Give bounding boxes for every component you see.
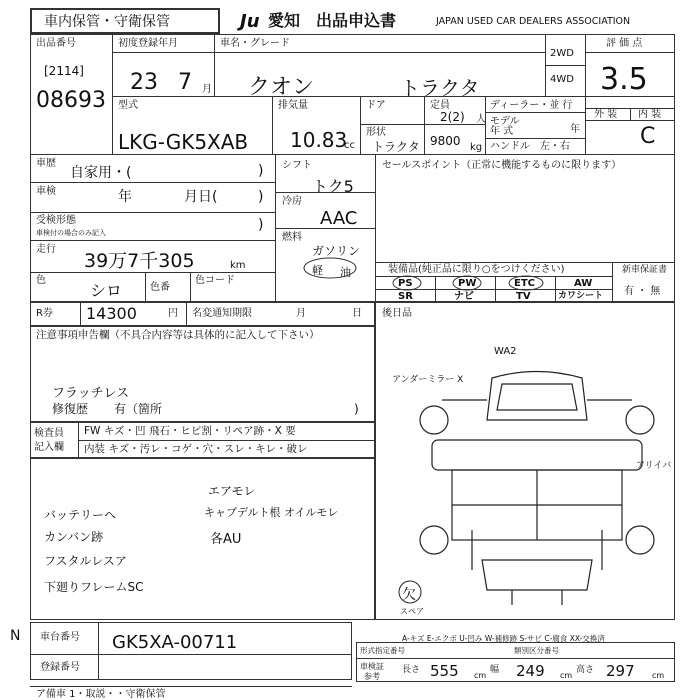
mileage-value: 39万7千305	[84, 250, 195, 272]
inspection-year: 年	[118, 189, 132, 205]
model-year-unit: 年	[570, 124, 580, 135]
mileage-unit: km	[230, 260, 246, 271]
fuel-circle-icon	[300, 256, 360, 280]
history-value: 自家用・(	[70, 165, 132, 181]
reg-year-suffix: 7	[178, 70, 192, 95]
cert-label-2: 類別区分番号	[514, 646, 559, 655]
remark-7: 下廻りフレームSC	[44, 580, 144, 594]
lot-label: 出品番号	[36, 38, 76, 49]
car-grade-value: トラクタ	[400, 76, 480, 100]
notes-line-1: フラッチレス	[52, 386, 130, 401]
ju-logo	[240, 11, 260, 32]
ac-label: 冷房	[282, 196, 302, 207]
equip-navi: ナビ	[454, 291, 474, 302]
handle-label: ハンドル	[490, 141, 530, 152]
door-label: ドア	[366, 100, 386, 111]
remark-2: バッテリーヘ	[44, 508, 117, 522]
color-value: シロ	[90, 281, 123, 300]
damage-legend: A-キズ E-エクボ U-凹み W-補修跡 S-サビ C-腐食 XX-交換済	[402, 634, 605, 643]
truck-diagram	[412, 360, 662, 610]
equip-aw: AW	[574, 278, 593, 289]
shape-value: トラクタ	[372, 140, 420, 154]
after-label: 後日品	[382, 308, 412, 319]
capacity-value: 2(2)	[440, 110, 465, 124]
height-value: 297	[606, 662, 635, 680]
reg-year: 23	[130, 70, 158, 95]
inspector-label-1: 検査員	[34, 428, 64, 439]
equip-ps-circle-icon	[392, 275, 422, 291]
handle-value: 左・右	[540, 141, 570, 152]
equip-pw: PW	[458, 278, 477, 289]
diagram-right-note: アリイバ	[636, 461, 672, 471]
equip-etc-circle-icon	[508, 275, 544, 291]
accept-note: 車検付の場合のみ記入	[36, 229, 106, 237]
car-name-label: 車名・グレード	[220, 38, 290, 49]
notes-line-2b: 有（箇所	[114, 402, 163, 416]
remark-5: 各AU	[210, 532, 242, 547]
equipment-label: 装備品(純正品に限り○をつけください)	[388, 264, 565, 275]
reg-month-unit: 月	[202, 84, 212, 95]
diagram-left-note: アンダーミラー X	[392, 375, 464, 385]
equip-tv: TV	[516, 291, 531, 302]
lot-number: 08693	[36, 88, 106, 113]
equip-sr: SR	[398, 291, 413, 302]
diagram-top-note: WA2	[494, 346, 517, 357]
displacement-value: 10.83	[290, 128, 348, 152]
remark-1: エアモレ	[208, 484, 256, 498]
ac-value: AAC	[320, 208, 358, 229]
rating-ext-label: 外 装	[594, 109, 618, 120]
dealer-label: ディーラー・並 行	[490, 100, 573, 111]
capacity-label: 定員	[430, 100, 450, 111]
remark-6: フスタルレスア	[44, 554, 127, 568]
model-year-label-1: モデル	[490, 116, 520, 127]
shape-label: 形状	[366, 127, 386, 138]
drive-2wd: 2WD	[550, 48, 574, 59]
length-value: 555	[430, 662, 459, 680]
header-association: JAPAN USED CAR DEALERS ASSOCIATION	[436, 16, 631, 27]
remark-4: カンバン跡	[44, 530, 104, 544]
height-label: 高さ	[576, 665, 595, 675]
spare-mark: 欠	[402, 587, 416, 603]
inspector-row-1: FW キズ・凹 飛石・ヒビ割・リペア跡・X 要	[84, 425, 296, 437]
inspector-label-2: 記入欄	[34, 442, 64, 453]
equip-ps: PS	[398, 278, 413, 289]
displacement-unit: cc	[344, 140, 355, 151]
price-label: R券	[36, 308, 53, 319]
history-label: 車歴	[36, 158, 56, 169]
fuel-light: 軽	[312, 264, 323, 277]
notice-day: 日	[352, 308, 362, 319]
height-unit: cm	[652, 671, 665, 680]
size-label-2: 参考	[364, 672, 380, 681]
rating-int-label: 内 装	[638, 109, 662, 120]
new-warranty-value: 有 ・ 無	[624, 286, 661, 297]
price-unit: 円	[168, 308, 178, 319]
equip-pw-circle-icon	[452, 275, 482, 291]
chassis-value: GK5XA-00711	[112, 632, 238, 653]
color-code-label: 色コード	[195, 275, 235, 286]
color-no-label: 色番	[150, 282, 170, 293]
width-unit: cm	[560, 671, 573, 680]
spare-circle-icon	[397, 580, 423, 604]
history-close: )	[258, 163, 264, 179]
inspection-month: 月日(	[184, 189, 218, 205]
price-value: 14300	[86, 304, 137, 323]
fuel-gas: ガソリン	[312, 244, 361, 258]
width-value: 249	[516, 662, 545, 680]
header-form-title: 出品申込書	[316, 11, 397, 30]
size-label-1: 車検証	[360, 662, 384, 671]
header-storage-box	[30, 8, 220, 34]
fuel-label: 燃料	[282, 232, 302, 243]
header-storage-title: 車内保管・守衛保管	[44, 14, 170, 30]
notice-label: 名変通知期限	[192, 308, 252, 319]
inspection-close: )	[258, 189, 264, 205]
model-label: 型式	[118, 100, 138, 111]
notes-line-2c: )	[354, 402, 359, 416]
displacement-label: 排気量	[278, 100, 308, 111]
reg-number-label: 登録番号	[40, 662, 80, 673]
rating-score: 3.5	[600, 62, 648, 97]
chassis-label: 車台番号	[40, 632, 80, 643]
model-value: LKG-GK5XAB	[118, 130, 249, 154]
remark-3: キャブデルト根 オイルモレ	[204, 506, 339, 519]
notes-label: 注意事項申告欄（不具合内容等は具体的に記入して下さい）	[36, 329, 320, 341]
header-place: 愛知	[268, 11, 301, 30]
length-label: 長さ	[402, 665, 421, 675]
inspection-label: 車検	[36, 186, 56, 197]
fuel-oil: 油	[340, 266, 351, 279]
ju-logo-mark: Ju	[240, 11, 260, 32]
sales-point-label: セールスポイント（正常に機能するものに限ります）	[382, 160, 622, 171]
length-unit: cm	[474, 671, 487, 680]
rating-ext-value: C	[640, 124, 656, 149]
shift-value: トク5	[312, 177, 354, 196]
color-label: 色	[36, 275, 46, 286]
weight-value: 9800	[430, 134, 461, 148]
width-label: 幅	[490, 665, 500, 675]
mileage-label: 走行	[36, 244, 56, 255]
notes-line-2a: 修復歴	[52, 402, 89, 416]
lot-small: [2114]	[44, 64, 84, 78]
weight-unit: kg	[470, 142, 483, 153]
accept-close: )	[258, 217, 264, 233]
model-year-label-2: 年 式	[490, 126, 514, 137]
footer-text: ア備車 1・取説・・守衛保管	[36, 689, 166, 700]
cert-label-1: 形式指定番号	[360, 646, 405, 655]
accept-label: 受検形態	[36, 215, 76, 226]
chassis-n-mark: N	[10, 628, 21, 644]
car-name-value: クオン	[248, 75, 315, 100]
capacity-unit: 人	[476, 114, 486, 125]
spare-label: スペア	[400, 607, 424, 616]
notice-month: 月	[296, 308, 306, 319]
shift-label: シフト	[282, 160, 312, 171]
equip-seat: カワシート	[558, 291, 604, 301]
inspector-row-2: 内装 キズ・汚レ・コゲ・穴・スレ・キレ・破レ	[84, 443, 308, 455]
rating-label: 評 価 点	[606, 38, 643, 49]
drive-4wd: 4WD	[550, 74, 574, 85]
equip-etc: ETC	[514, 278, 535, 289]
new-warranty-label: 新車保証書	[622, 265, 668, 275]
reg-label: 初度登録年月	[118, 38, 178, 49]
